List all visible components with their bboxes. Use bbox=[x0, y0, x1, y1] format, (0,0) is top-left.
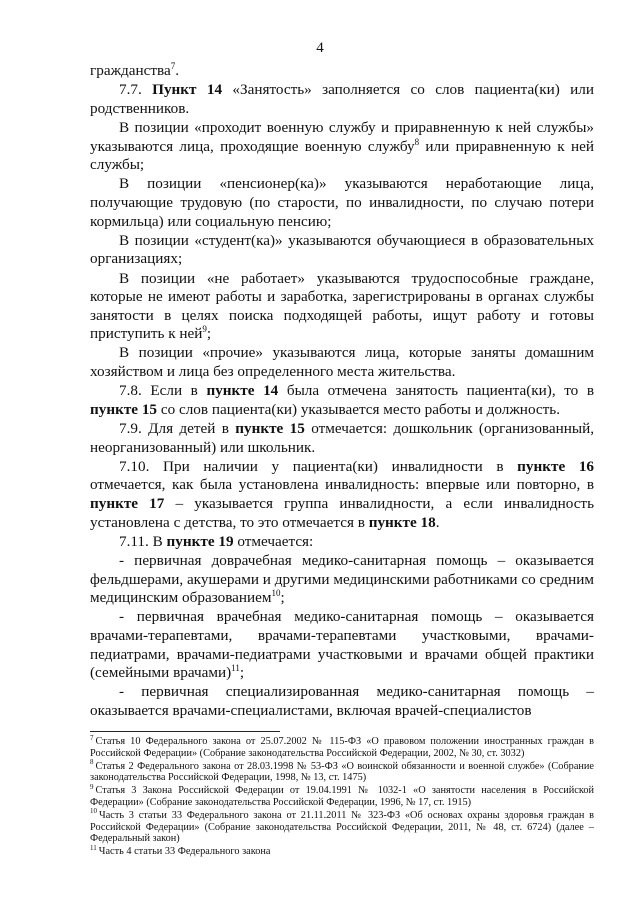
paragraph-text: 7.10. При наличии у пациента(ки) инвалидности в bbox=[119, 457, 518, 475]
paragraph bbox=[90, 458, 594, 532]
footnote-marker: 9 bbox=[202, 324, 207, 335]
footnote bbox=[90, 758, 594, 785]
footnote bbox=[90, 843, 594, 858]
paragraph-text: отмечается, как была установлена инвалидность: впервые или повторно, в bbox=[90, 476, 594, 494]
paragraph-text: отмечается: bbox=[233, 532, 314, 550]
footnotes bbox=[90, 733, 594, 859]
paragraph bbox=[90, 232, 594, 269]
bold-reference: пункте 17 bbox=[90, 495, 165, 512]
paragraph-text: ; bbox=[280, 589, 285, 607]
paragraph bbox=[90, 683, 594, 720]
paragraph bbox=[90, 382, 594, 419]
paragraph-text: В позиции «проходит военную службу и приравненную к ней службы» указываются лица, проходящие военную службу bbox=[90, 118, 594, 155]
paragraph-text: В позиции «не работает» указываются трудоспособные граждане, которые не имеют работы и заработка, зарегистрированы в органах службы занятости в целях поиска подходящей работы, ищут работу и готовы приступить к ней bbox=[90, 269, 594, 343]
footnote-text: Часть 3 статьи 33 Федерального закона от 21.11.2011 № 323-ФЗ «Об основах охраны здоровья граждан в Российской Федерации» (Собрание законодательства Российской Федерации, 2011, № 48, ст. 6724) (далее – Федеральный закон) bbox=[90, 809, 594, 845]
paragraph-text: «Занятость» заполняется со слов пациента(ки) или родственников. bbox=[90, 81, 595, 117]
footnote-number: 9 bbox=[90, 782, 94, 791]
footnote-marker: 11 bbox=[231, 663, 240, 674]
paragraph bbox=[90, 420, 594, 457]
bold-reference: пункте 15 bbox=[235, 420, 305, 438]
bold-reference: пункте 18 bbox=[368, 513, 436, 531]
paragraph-text: 7.11. В bbox=[119, 532, 167, 550]
paragraph bbox=[90, 81, 594, 118]
footnote bbox=[90, 782, 594, 809]
paragraph bbox=[90, 270, 594, 344]
bold-reference: пункте 15 bbox=[90, 400, 158, 418]
paragraph-text: – указывается группа инвалидности, а если инвалидность установлена с детства, то это отмечается в bbox=[90, 495, 594, 531]
footnote-number: 7 bbox=[90, 733, 94, 742]
footnote-marker: 10 bbox=[271, 588, 281, 599]
paragraph-text: 7.7. bbox=[119, 81, 153, 99]
bold-reference: пункте 19 bbox=[166, 532, 234, 550]
paragraph-text: 7.9. Для детей в bbox=[119, 420, 236, 438]
paragraph bbox=[90, 62, 594, 81]
footnote-number: 8 bbox=[90, 758, 94, 767]
footnote-text: Часть 4 статьи 33 Федерального закона bbox=[98, 846, 271, 858]
paragraph-text: гражданства bbox=[90, 62, 171, 79]
paragraph-text: В позиции «пенсионер(ка)» указываются неработающие лица, получающие трудовую (по старости, по инвалидности, по случаю потери кормильца) или социальную пенсию; bbox=[90, 175, 594, 230]
paragraph-text: ; bbox=[206, 325, 212, 343]
footnote-number: 11 bbox=[90, 843, 97, 852]
bold-reference: пункте 16 bbox=[517, 457, 595, 475]
paragraph-text: - первичная специализированная медико-санитарная помощь – оказывается врачами-специалистами, включая врачей-специалистов bbox=[90, 683, 594, 719]
paragraph-text: со слов пациента(ки) указывается место работы и должность. bbox=[157, 400, 561, 418]
paragraph-text: ; bbox=[239, 664, 245, 682]
page-number: 4 bbox=[316, 40, 324, 56]
bold-reference: Пункт 14 bbox=[152, 81, 223, 99]
paragraph bbox=[90, 608, 594, 682]
footnote bbox=[90, 733, 594, 760]
paragraph bbox=[90, 344, 594, 381]
paragraph bbox=[90, 533, 594, 552]
footnote-text: Статья 10 Федерального закона от 25.07.2002 № 115-ФЗ «О правовом положении иностранных граждан в Российской Федерации» (Собрание законодательства Российской Федерации, 2002, № 30, ст. 3032) bbox=[90, 736, 594, 759]
paragraph-text: была отмечена занятость пациента(ки), то в bbox=[278, 382, 595, 400]
paragraph-text: или приравненную к ней службы; bbox=[90, 137, 594, 174]
footnote-marker: 7 bbox=[170, 60, 176, 71]
paragraph-text: - первичная врачебная медико-санитарная помощь – оказывается врачами-терапевтами, врачами-терапевтами участковыми, врачами-педиатрами, врачами-педиатрами участковыми и врачами общей практики (семейными врачами) bbox=[90, 608, 594, 682]
bold-reference: пункте 14 bbox=[206, 382, 279, 400]
footnote-text: Статья 3 Закона Российской Федерации от 19.04.1991 № 1032-1 «О занятости населения в Российской Федерации» (Собрание законодательства Российской Федерации, 1996, № 17, ст. 1915) bbox=[90, 785, 594, 808]
footnote-separator bbox=[90, 731, 280, 732]
footnote bbox=[90, 807, 594, 845]
paragraph-text: 7.8. Если в bbox=[119, 382, 207, 400]
paragraph bbox=[90, 175, 594, 231]
footnote-text: Статья 2 Федерального закона от 28.03.1998 № 53-ФЗ «О воинской обязанности и военной службе» (Собрание законодательства Российской Федерации, 1998, № 13, ст. 1475) bbox=[90, 760, 594, 784]
paragraph-text: В позиции «студент(ка)» указываются обучающиеся в образовательных организациях; bbox=[90, 231, 594, 268]
paragraph-text: . bbox=[435, 513, 440, 531]
body-text bbox=[90, 62, 594, 721]
paragraph-text: . bbox=[175, 62, 180, 79]
paragraph-text: В позиции «прочие» указываются лица, которые заняты домашним хозяйством и лица без определенного места жительства. bbox=[90, 344, 594, 381]
paragraph bbox=[90, 119, 594, 175]
paragraph-text: отмечается: дошкольник (организованный, неорганизованный) или школьник. bbox=[90, 420, 595, 456]
paragraph bbox=[90, 552, 594, 608]
footnote-marker: 8 bbox=[414, 136, 420, 147]
footnote-number: 10 bbox=[90, 807, 97, 816]
paragraph-text: - первичная доврачебная медико-санитарная помощь – оказывается фельдшерами, акушерами и другими медицинскими работниками со средним медицинским образованием bbox=[90, 551, 594, 607]
